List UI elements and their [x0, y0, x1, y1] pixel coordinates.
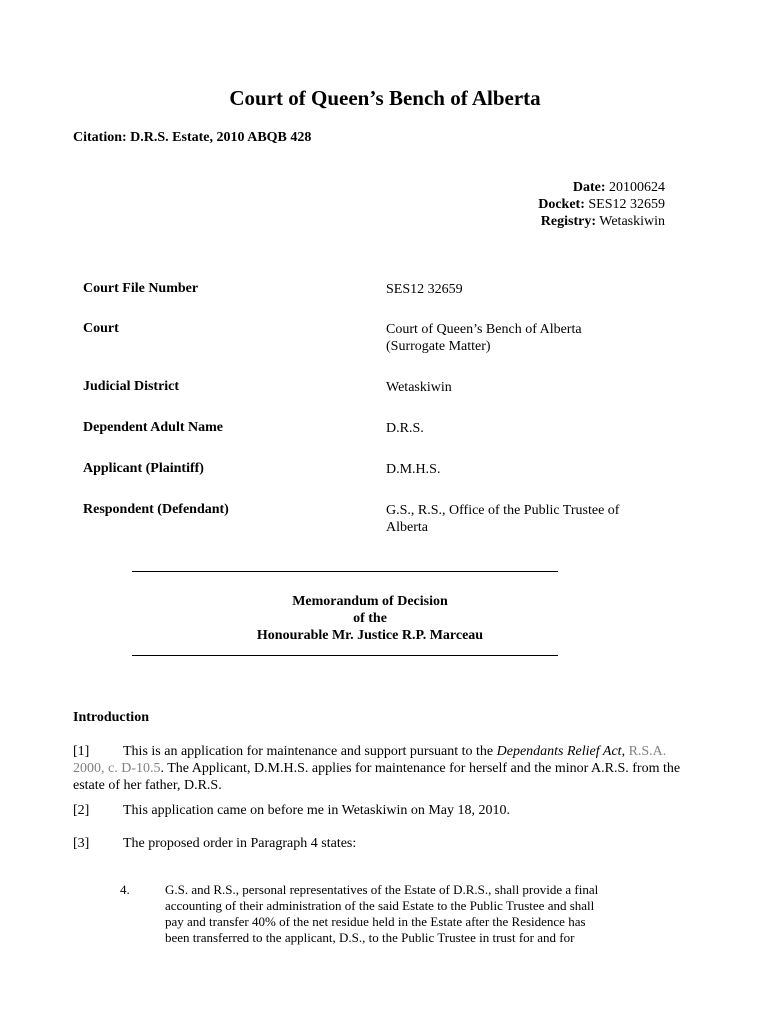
- row-value-line: G.S., R.S., Office of the Public Trustee of: [386, 503, 620, 518]
- docket-value: SES12 32659: [588, 197, 665, 212]
- row-value-line: D.R.S.: [386, 421, 424, 436]
- quote-text: [165, 882, 650, 946]
- statute-citation-link[interactable]: R.S.A.: [628, 744, 667, 759]
- quoted-order: [120, 882, 650, 946]
- paragraph-text: ,: [621, 744, 629, 759]
- court-title: Court of Queen’s Bench of Alberta: [229, 86, 541, 110]
- docket-line: [538, 197, 665, 213]
- paragraph-1-line-3: estate of her father, D.R.S.: [73, 778, 222, 793]
- date-line: [573, 180, 665, 196]
- paragraph-2: [73, 802, 698, 819]
- quote-number: 4.: [120, 882, 130, 897]
- paragraph-number: [2]: [73, 803, 90, 818]
- row-value-court: [386, 321, 582, 355]
- paragraph-text: . The Applicant, D.M.H.S. applies for maintenance for herself and the minor A.R.S. from the: [160, 761, 681, 776]
- row-value-line-2: Alberta: [386, 520, 428, 535]
- row-value-line: Wetaskiwin: [386, 380, 452, 395]
- divider-bottom: [132, 655, 558, 656]
- date-label: Date:: [572, 180, 606, 195]
- paragraph-3: [73, 835, 698, 852]
- registry-line: [541, 214, 665, 230]
- row-label-court-file-number: Court File Number: [83, 281, 199, 296]
- registry-label: Registry:: [540, 214, 596, 229]
- row-label-applicant: Applicant (Plaintiff): [83, 461, 204, 476]
- memo-judge: Honourable Mr. Justice R.P. Marceau: [256, 628, 484, 643]
- paragraph-number: [1]: [73, 744, 90, 759]
- row-value-line: SES12 32659: [386, 282, 463, 297]
- quote-line: accounting of their administration of the said Estate to the Public Trustee and shall: [165, 898, 595, 913]
- memo-of-the: of the: [353, 611, 387, 626]
- row-value-court-file-number: [386, 281, 463, 298]
- paragraph-1-line-1: [73, 743, 698, 760]
- row-value-line: Court of Queen’s Bench of Alberta: [386, 322, 582, 337]
- quote-line: G.S. and R.S., personal representatives of the Estate of D.R.S., shall provide a final: [165, 882, 599, 897]
- paragraph-number: [3]: [73, 836, 90, 851]
- row-value-judicial-district: [386, 379, 452, 396]
- paragraph-text: The proposed order in Paragraph 4 states:: [123, 836, 357, 851]
- row-value-line: D.M.H.S.: [386, 462, 441, 477]
- memo-title: Memorandum of Decision: [292, 594, 448, 609]
- row-label-respondent: Respondent (Defendant): [83, 502, 229, 517]
- section-heading-introduction: Introduction: [73, 710, 149, 725]
- paragraph-1: [73, 743, 698, 794]
- row-value-line-2: (Surrogate Matter): [386, 339, 491, 354]
- divider-top: [132, 571, 558, 572]
- row-value-applicant: [386, 461, 440, 478]
- row-value-dependent-adult: [386, 420, 424, 437]
- paragraph-1-line-2: [73, 760, 698, 777]
- row-label-dependent-adult: Dependent Adult Name: [83, 420, 224, 435]
- date-value: 20100624: [609, 180, 665, 195]
- registry-value: Wetaskiwin: [599, 214, 665, 229]
- citation: Citation: D.R.S. Estate, 2010 ABQB 428: [73, 130, 312, 145]
- row-label-court: Court: [83, 321, 119, 336]
- act-name: Dependants Relief Act: [496, 744, 622, 759]
- docket-label: Docket:: [538, 197, 585, 212]
- quote-line: been transferred to the applicant, D.S., to the Public Trustee in trust for and for: [165, 930, 575, 945]
- statute-citation-link-cont[interactable]: 2000, c. D-10.5: [73, 761, 161, 776]
- paragraph-text: This application came on before me in Wetaskiwin on May 18, 2010.: [123, 803, 511, 818]
- row-value-respondent: [386, 502, 619, 536]
- row-label-judicial-district: Judicial District: [83, 379, 180, 394]
- quote-line: pay and transfer 40% of the net residue held in the Estate after the Residence has: [165, 914, 586, 929]
- paragraph-text: This is an application for maintenance and support pursuant to the: [123, 744, 497, 759]
